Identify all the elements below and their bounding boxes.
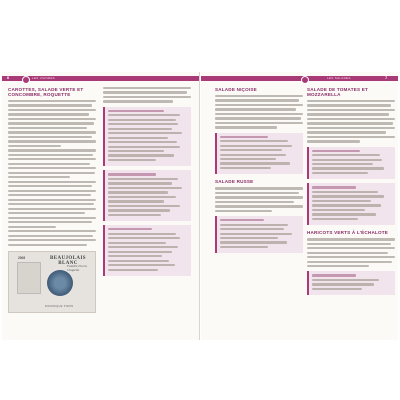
ingredient-box (103, 225, 191, 276)
section-heading: HARICOTS VERTS À L'ÉCHALOTE (307, 230, 389, 236)
wine-label-name: BEAUJOLAIS BLANC (50, 255, 86, 266)
ingredient-box (307, 147, 395, 180)
left-header-tag: LES VIANDES (32, 76, 55, 80)
ingredient-box (103, 107, 191, 167)
right-column-2 (307, 87, 395, 299)
section-heading: SALADE DE TOMATES ET MOZZARELLA (307, 87, 368, 97)
ingredient-box (307, 183, 395, 225)
left-column-2 (103, 87, 191, 280)
wine-domaine: DOMINIQUE PIRON (45, 304, 74, 308)
ornament-icon (22, 76, 30, 84)
right-column-1 (215, 87, 303, 257)
left-page-number: 6 (7, 75, 10, 80)
ingredient-box (103, 170, 191, 221)
body-text (215, 187, 303, 212)
right-header-band (201, 76, 398, 81)
wine-year: 2008 (18, 255, 26, 260)
body-text (307, 100, 395, 143)
body-text (215, 95, 303, 129)
left-header-band (2, 76, 199, 81)
body-text (8, 100, 96, 246)
body-text (307, 238, 395, 267)
body-text (103, 87, 191, 103)
wine-label-subtitle: Famille Du La Chapelle (67, 263, 87, 272)
section-heading: SALADE RUSSE (215, 179, 254, 185)
section-heading: SALADE NIÇOISE (215, 87, 257, 92)
right-page-number: 7 (385, 75, 388, 80)
right-page (201, 72, 398, 340)
wine-seal-image (17, 262, 41, 294)
ornament-icon (301, 76, 309, 84)
left-column-1 (8, 87, 96, 313)
ingredient-box (215, 133, 303, 175)
ingredient-box (215, 216, 303, 253)
ingredient-box (307, 271, 395, 295)
left-page (2, 72, 200, 340)
section-heading: CAROTTES, SALADE VERTE ET CONCOMBRE, ROQUETTE (8, 87, 84, 97)
open-book-spread (0, 72, 400, 340)
wine-label-emblem (47, 270, 73, 296)
wine-label-photo (8, 251, 96, 313)
right-header-tag: LES SALADES (327, 76, 351, 80)
